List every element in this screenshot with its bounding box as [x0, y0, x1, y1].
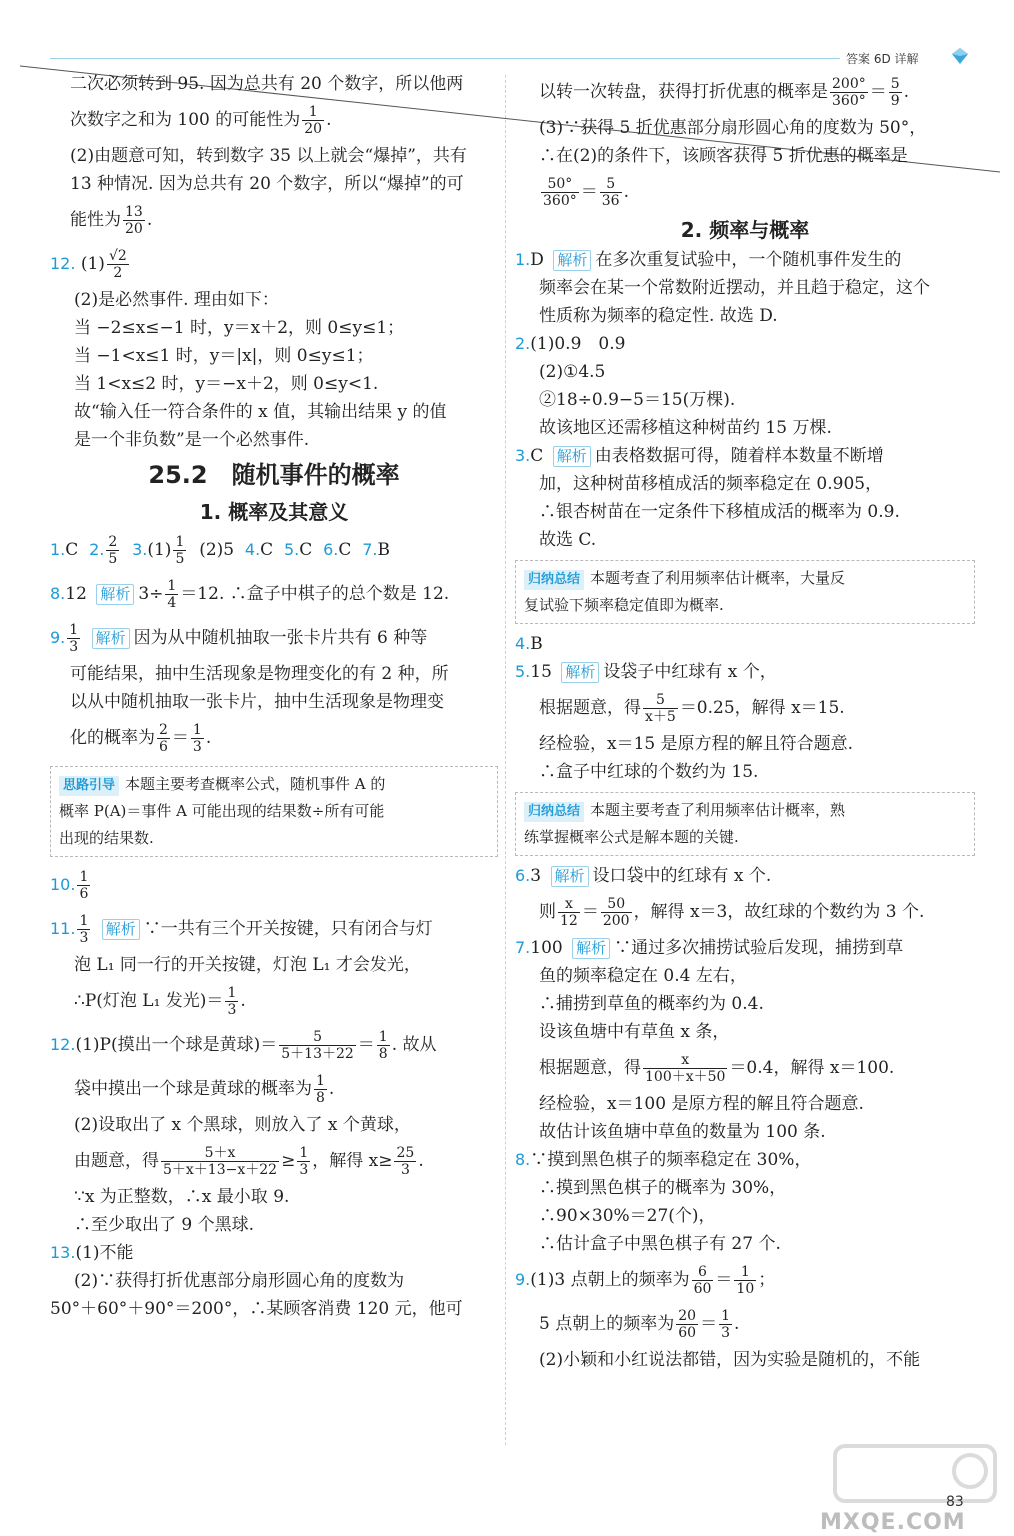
text-line: 故选 C.	[539, 530, 597, 550]
answers-1-7: 1.C 2. $\frac{2}{5}$ 3.(1) $\frac{1}{5}$ (2)5 4.C 5.C 6.C 7.B	[50, 534, 390, 567]
question-number: 12.	[50, 254, 76, 273]
question-9: 9. $\frac{1}{3}$ 解析 因为从中随机抽取一张卡片共有 6 种等	[50, 622, 428, 655]
text-line: 次数字之和为 100 的可能性为 $\frac{1}{20}$ .	[70, 104, 332, 137]
text-line: 泡 L₁ 同一行的开关按键，灯泡 L₁ 才会发光，	[74, 955, 421, 975]
question-10: 10. $\frac{1}{6}$	[50, 869, 89, 902]
text-line: (2)①4.5	[539, 362, 606, 382]
fraction: $\frac{6}{60}$	[693, 1264, 712, 1297]
text-line: 经检验，x＝15 是原方程的解且符合题意.	[539, 734, 854, 754]
text-line: (2)是必然事件. 理由如下：	[74, 290, 279, 310]
fraction: $\frac{13}{20}$	[125, 204, 143, 237]
question-12: 12. (1) $\frac{√2}{2}$	[50, 248, 127, 281]
fraction: $\frac{5+x}{5+x+13-x+22}$	[163, 1145, 278, 1178]
text-line: (2)∵获得打折优惠部分扇形圆心角的度数为	[74, 1271, 405, 1291]
column-divider	[505, 75, 506, 1445]
fraction: $\frac{50}{200}$	[602, 896, 630, 929]
text-line: (2)小颖和小红说法都错，因为实验是随机的，不能	[539, 1350, 921, 1370]
text-line: 设该鱼塘中有草鱼 x 条，	[539, 1022, 730, 1042]
question-8: 8.12 解析 3÷ $\frac{1}{4}$ ＝12. ∴盒子中棋子的总个数是 12.	[50, 578, 450, 611]
fraction: $\frac{1}{8}$	[378, 1029, 388, 1062]
subsection-title: 1. 概率及其意义	[199, 500, 349, 524]
fraction: $\frac{1}{8}$	[316, 1073, 325, 1106]
text-line: 当 −2≤x≤−1 时，y＝x＋2，则 0≤y≤1；	[74, 318, 405, 338]
text-line: ∴P(灯泡 L₁ 发光)＝ $\frac{1}{3}$ .	[74, 985, 246, 1018]
text-line: 是一个非负数”是一个必然事件.	[74, 430, 310, 450]
text-line: 以转一次转盘，获得打折优惠的概率是 $\frac{200^\circ}{360^\circ}$ ＝ $\frac{5}{9}$ .	[539, 76, 910, 109]
tip-box: 思路引导 本题主要考查概率公式，随机事件 A 的 概率 P(A)＝事件 A 可能出现的结果数÷所有可能 出现的结果数.	[50, 766, 498, 857]
subsection-title: 2. 频率与概率	[680, 218, 810, 242]
text-line: 以从中随机抽取一张卡片，抽中生活现象是物理变	[70, 692, 444, 712]
tip-tag: 思路引导	[59, 776, 119, 796]
question-13: 13.(1)不能	[50, 1243, 134, 1263]
text-line: ∴银杏树苗在一定条件下移植成活的概率为 0.9.	[539, 502, 900, 522]
fraction: $\frac{2}{5}$	[108, 534, 118, 567]
fraction: $\frac{x}{12}$	[560, 896, 578, 929]
summary-box: 归纳总结 本题主要考查了利用频率估计概率，熟 练掌握概率公式是解本题的关键.	[515, 792, 975, 856]
text-line: (2)设取出了 x 个黑球，则放入了 x 个黄球，	[74, 1115, 411, 1135]
question-9: 9.(1)3 点朝上的频率为 $\frac{6}{60}$ ＝ $\frac{1}{10}$ ；	[515, 1264, 776, 1297]
text-line: 袋中摸出一个球是黄球的概率为 $\frac{1}{8}$ .	[74, 1073, 335, 1106]
fraction: $\frac{20}{60}$	[678, 1308, 697, 1341]
text-line: 当 −1<x≤1 时，y＝|x|，则 0≤y≤1；	[74, 346, 374, 366]
question-3: 3.C 解析 由表格数据可得，随着样本数量不断增	[515, 446, 884, 466]
analysis-tag: 解析	[96, 584, 134, 605]
text-line: 加，这种树苗移植成活的频率稳定在 0.905，	[539, 474, 883, 494]
text-line: 可能结果，抽中生活现象是物理变化的有 2 种，所	[70, 664, 449, 684]
analysis-tag: 解析	[561, 662, 599, 683]
text-line: ∴捕捞到草鱼的概率约为 0.4.	[539, 994, 764, 1014]
fraction: $\frac{2}{6}$	[159, 722, 168, 755]
question-12b: 12.(1)P(摸出一个球是黄球)＝ $\frac{5}{5+13+22}$ ＝ $\frac{1}{8}$ . 故从	[50, 1029, 437, 1062]
text-line: ∴盒子中红球的个数约为 15.	[539, 762, 759, 782]
page-number: 83	[946, 1494, 964, 1510]
text-line: 故“输入任一符合条件的 x 值，其输出结果 y 的值	[74, 402, 447, 422]
text-line: ∴90×30%＝27(个)，	[539, 1206, 716, 1226]
text-line: 则 $\frac{x}{12}$ ＝ $\frac{50}{200}$ ，解得 x＝3，故红球的个数约为 3 个.	[539, 896, 925, 929]
text-line: ∴在(2)的条件下，该顾客获得 5 折优惠的概率是	[539, 146, 908, 166]
fraction: $\frac{1}{3}$	[192, 722, 202, 755]
text-line: 故估计该鱼塘中草鱼的数量为 100 条.	[539, 1122, 826, 1142]
watermark-text: MXQE.COM	[820, 1510, 966, 1535]
fraction: $\frac{5}{36}$	[601, 176, 620, 209]
summary-tag: 归纳总结	[524, 570, 584, 590]
text-line: $\frac{50^\circ}{360^\circ}$ ＝ $\frac{5}{36}$ .	[543, 176, 629, 209]
fraction: $\frac{50^\circ}{360^\circ}$	[543, 176, 577, 209]
text-line: 5 点朝上的频率为 $\frac{20}{60}$ ＝ $\frac{1}{3}$ .	[539, 1308, 740, 1341]
text-line: 由题意，得 $\frac{5+x}{5+x+13-x+22}$ ≥ $\frac{1}{3}$ ，解得 x≥ $\frac{25}{3}$ .	[74, 1145, 424, 1178]
fraction: $\frac{1}{3}$	[721, 1308, 730, 1341]
fraction: $\frac{5}{x+5}$	[645, 692, 676, 725]
text-line: ∴估计盒子中黑色棋子有 27 个.	[539, 1234, 781, 1254]
fraction: $\frac{200^\circ}{360^\circ}$	[832, 76, 866, 109]
fraction: $\frac{25}{3}$	[396, 1145, 415, 1178]
text-line: ②18÷0.9−5＝15(万棵).	[539, 390, 736, 410]
text-line: 13 种情况. 因为总共有 20 个数字，所以“爆掉”的可	[70, 174, 464, 194]
fraction: $\frac{x}{100+x+50}$	[645, 1052, 726, 1085]
summary-tag: 归纳总结	[524, 802, 584, 822]
summary-box: 归纳总结 本题考查了利用频率估计概率，大量反 复试验下频率稳定值即为概率.	[515, 560, 975, 624]
header-label: 答案 6D 详解	[846, 52, 919, 66]
question-7: 7.100 解析 ∵通过多次捕捞试验后发现，捕捞到草	[515, 938, 904, 958]
text-line: (3)∵获得 5 折优惠部分扇形圆心角的度数为 50°，	[539, 118, 927, 138]
fraction: $\frac{1}{20}$	[304, 104, 323, 137]
fraction: $\frac{1}{5}$	[175, 534, 185, 567]
fraction: $\frac{1}{3}$	[227, 985, 237, 1018]
text-line: (2)由题意可知，转到数字 35 以上就会“爆掉”，共有	[70, 146, 467, 166]
text-line: 根据题意，得 $\frac{x}{100+x+50}$ ＝0.4，解得 x＝100.	[539, 1052, 895, 1085]
question-5: 5.15 解析 设袋子中红球有 x 个，	[515, 662, 777, 682]
text-line: 频率会在某一个常数附近摆动，并且趋于稳定，这个	[539, 278, 930, 298]
text-line: 鱼的频率稳定在 0.4 左右，	[539, 966, 747, 986]
left-column	[50, 70, 498, 1323]
fraction: $\frac{1}{10}$	[736, 1264, 755, 1297]
text-line: 当 1<x≤2 时，y＝−x＋2，则 0≤y<1.	[74, 374, 379, 394]
fraction: $\frac{1}{6}$	[79, 869, 89, 902]
question-11: 11. $\frac{1}{3}$ 解析 ∵一共有三个开关按键，只有闭合与灯	[50, 913, 433, 946]
question-2: 2.(1)0.9 0.9	[515, 334, 626, 354]
analysis-tag: 解析	[551, 866, 589, 887]
question-8: 8.∵摸到黑色棋子的频率稳定在 30%，	[515, 1150, 812, 1170]
analysis-tag: 解析	[102, 919, 140, 940]
fraction: $\frac{5}{9}$	[890, 76, 900, 109]
fraction: $\frac{5}{5+13+22}$	[281, 1029, 354, 1062]
text-line: 化的概率为 $\frac{2}{6}$ ＝ $\frac{1}{3}$ .	[70, 722, 212, 755]
text-line: 二次必须转到 95. 因为总共有 20 个数字，所以他两	[70, 74, 464, 94]
fraction: $\frac{1}{3}$	[79, 913, 89, 946]
fraction: $\frac{√2}{2}$	[108, 248, 127, 281]
analysis-tag: 解析	[92, 628, 130, 649]
question-1: 1.D 解析 在多次重复试验中，一个随机事件发生的	[515, 250, 902, 270]
text-line: ∴摸到黑色棋子的概率为 30%，	[539, 1178, 787, 1198]
right-column	[515, 70, 975, 1374]
fraction: $\frac{1}{4}$	[167, 578, 177, 611]
text-line: 性质称为频率的稳定性. 故选 D.	[539, 306, 778, 326]
fraction: $\frac{1}{3}$	[69, 622, 79, 655]
analysis-tag: 解析	[572, 938, 610, 959]
text-line: ∵x 为正整数，∴x 最小取 9.	[74, 1187, 290, 1207]
analysis-tag: 解析	[553, 250, 591, 271]
text-line: 50°＋60°＋90°＝200°，∴某顾客消费 120 元，他可	[50, 1299, 463, 1319]
text-line: 经检验，x＝100 是原方程的解且符合题意.	[539, 1094, 864, 1114]
analysis-tag: 解析	[553, 446, 591, 467]
question-4: 4.B	[515, 634, 543, 654]
text-line: 故该地区还需移植这种树苗约 15 万棵.	[539, 418, 832, 438]
text-line: 能性为 $\frac{13}{20}$ .	[70, 204, 153, 237]
section-title: 25.2 随机事件的概率	[148, 461, 400, 489]
text-line: 根据题意，得 $\frac{5}{x+5}$ ＝0.25，解得 x＝15.	[539, 692, 845, 725]
question-6: 6.3 解析 设口袋中的红球有 x 个.	[515, 866, 772, 886]
text-line: ∴至少取出了 9 个黑球.	[74, 1215, 255, 1235]
fraction: $\frac{1}{3}$	[299, 1145, 309, 1178]
